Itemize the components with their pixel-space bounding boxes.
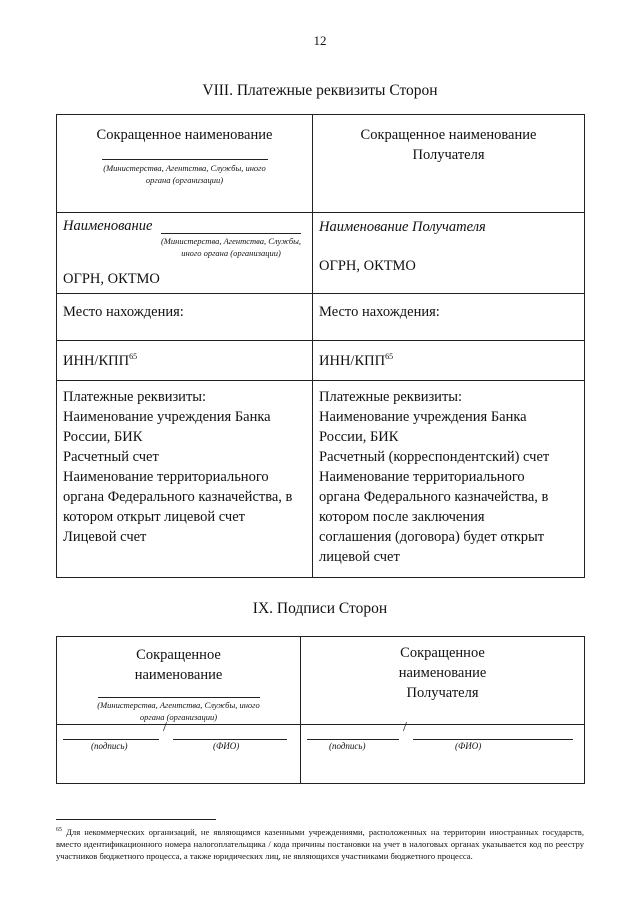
right-payment-cell bbox=[313, 381, 585, 578]
sign-left-header-cell bbox=[57, 637, 301, 725]
left-payment-cell bbox=[57, 381, 313, 578]
sign-right-header-line2: наименование bbox=[398, 665, 487, 681]
right-inn-cell bbox=[313, 341, 585, 381]
left-header-cell bbox=[57, 115, 313, 213]
footnote bbox=[56, 826, 584, 862]
signature-line bbox=[307, 739, 399, 740]
right-inn: ИНН/КПП bbox=[319, 353, 386, 369]
left-name-underline bbox=[161, 233, 301, 234]
right-payment-line: котором после заключения bbox=[319, 509, 485, 525]
left-payment-line: России, БИК bbox=[63, 429, 143, 445]
left-payment-line: Наименование учреждения Банка bbox=[63, 409, 271, 425]
right-header-line1: Сокращенное наименование bbox=[360, 127, 537, 143]
sign-right-header-line3: Получателя bbox=[406, 685, 479, 701]
sign-left-header-note: (Министерства, Агентства, Службы, иного органа (организации) bbox=[97, 700, 260, 722]
right-header-cell bbox=[313, 115, 585, 213]
signatures-table bbox=[56, 636, 585, 784]
left-name-cell bbox=[57, 213, 313, 294]
right-payment-line: Расчетный (корреспондентский) счет bbox=[319, 449, 550, 465]
right-location: Место нахождения: bbox=[319, 304, 440, 320]
footnote-text: Для некоммерческих организаций, не являющимся казенными учреждениями, расположенных на территории иностранных государств, вместо идентификационного номера налогоплательщика / кода причины постановки на учет в налоговых органах указывается код по реестру участников бюджетного процесса, а также юридических лиц, не являющихся участниками бюджетного процесса. bbox=[56, 827, 584, 861]
right-payment-line: России, БИК bbox=[319, 429, 399, 445]
left-payment-line: Платежные реквизиты: bbox=[63, 389, 207, 405]
table-row bbox=[57, 637, 585, 725]
left-payment-line: Наименование территориального bbox=[63, 469, 269, 485]
section-title-payment-details: VIII. Платежные реквизиты Сторон bbox=[202, 82, 438, 99]
right-location-cell bbox=[313, 294, 585, 341]
name-line bbox=[413, 739, 573, 740]
right-payment-line: соглашения (договора) будет открыт bbox=[319, 529, 545, 545]
sign-left-header-line2: наименование bbox=[134, 667, 223, 683]
signature-caption: (подпись) bbox=[329, 741, 366, 751]
left-name-note: (Министерства, Агентства, Службы, иного органа (организации) bbox=[160, 236, 302, 258]
table-row bbox=[57, 341, 585, 381]
payment-details-table bbox=[56, 114, 585, 578]
left-inn-cell bbox=[57, 341, 313, 381]
right-name-label: Наименование Получателя bbox=[319, 219, 486, 235]
right-payment-line: Наименование территориального bbox=[319, 469, 525, 485]
section-title-signatures: IX. Подписи Сторон bbox=[252, 600, 388, 617]
footnote-ref: 65 bbox=[129, 352, 138, 362]
left-payment-line: Расчетный счет bbox=[63, 449, 159, 465]
left-location-cell bbox=[57, 294, 313, 341]
signature-slash: / bbox=[403, 720, 407, 735]
right-name-cell bbox=[313, 213, 585, 294]
right-payment-line: Наименование учреждения Банка bbox=[319, 409, 527, 425]
signature-caption: (подпись) bbox=[91, 741, 128, 751]
right-header-line2: Получателя bbox=[412, 147, 485, 163]
table-row bbox=[57, 725, 585, 784]
left-name-label: Наименование bbox=[63, 218, 153, 234]
table-row bbox=[57, 294, 585, 341]
left-payment-line: Лицевой счет bbox=[63, 529, 147, 545]
sign-right-header-line1: Сокращенное bbox=[400, 645, 485, 661]
left-inn: ИНН/КПП bbox=[63, 353, 130, 369]
left-header-note: (Министерства, Агентства, Службы, иного органа (организации) bbox=[103, 163, 266, 185]
table-row bbox=[57, 115, 585, 213]
left-header-title: Сокращенное наименование bbox=[96, 127, 273, 143]
name-caption: (ФИО) bbox=[213, 741, 240, 751]
left-payment-line: котором открыт лицевой счет bbox=[63, 509, 245, 525]
sign-left-header-line1: Сокращенное bbox=[136, 647, 221, 663]
footnote-ref: 65 bbox=[385, 352, 394, 362]
right-ogrn: ОГРН, ОКТМО bbox=[319, 258, 416, 274]
table-row bbox=[57, 213, 585, 294]
sign-right-header-cell bbox=[301, 637, 585, 725]
signature-slash: / bbox=[163, 720, 167, 735]
name-line bbox=[173, 739, 287, 740]
sign-left-cell bbox=[57, 720, 301, 784]
right-payment-line: лицевой счет bbox=[319, 549, 400, 565]
footnote-rule bbox=[56, 819, 216, 820]
signature-line bbox=[63, 739, 159, 740]
name-caption: (ФИО) bbox=[455, 741, 482, 751]
sign-right-cell bbox=[301, 720, 585, 784]
right-payment-line: органа Федерального казначейства, в bbox=[319, 489, 549, 505]
left-payment-line: органа Федерального казначейства, в bbox=[63, 489, 293, 505]
footnote-number: 65 bbox=[56, 827, 62, 834]
left-ogrn: ОГРН, ОКТМО bbox=[63, 271, 160, 287]
right-payment-line: Платежные реквизиты: bbox=[319, 389, 463, 405]
left-location: Место нахождения: bbox=[63, 304, 184, 320]
table-row bbox=[57, 381, 585, 578]
page-number: 12 bbox=[313, 33, 327, 48]
